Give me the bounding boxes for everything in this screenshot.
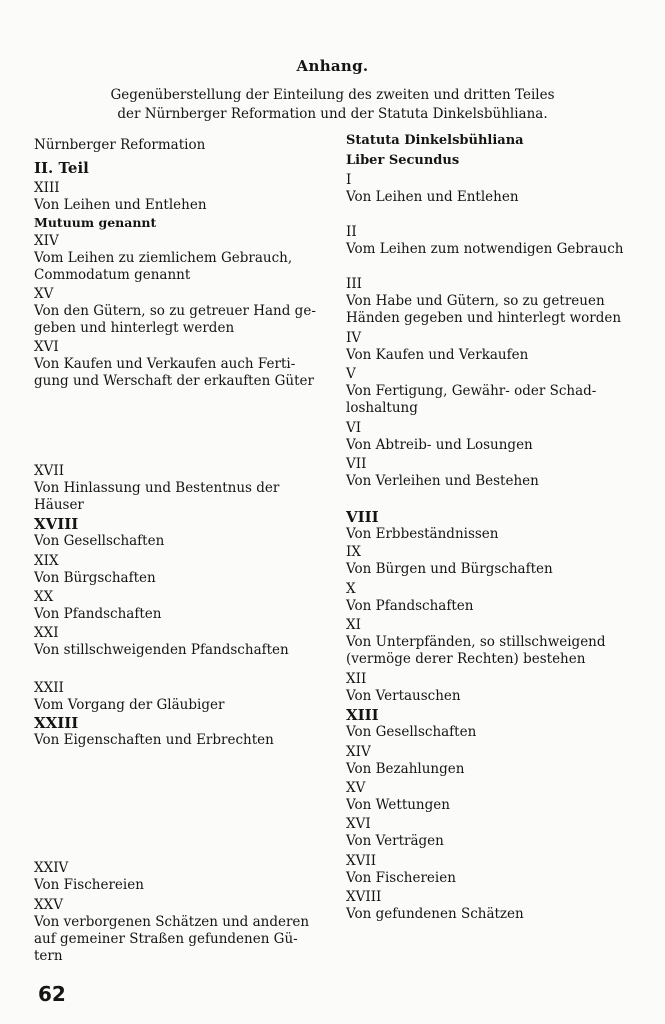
left-entry: XVII Von Hinlassung und Bestentnus der Häuser bbox=[34, 463, 280, 513]
page-title: Anhang. bbox=[296, 57, 369, 75]
right-entry: XV Von Wettungen bbox=[346, 780, 450, 813]
right-entry: V Von Fertigung, Gewähr- oder Schad- loshaltung bbox=[346, 366, 597, 416]
left-entry: XVIII Von Gesellschaften bbox=[34, 515, 165, 549]
left-column-heading: Nürnberger Reformation bbox=[34, 137, 206, 153]
right-entry: VI Von Abtreib- und Losungen bbox=[346, 420, 533, 453]
right-entry: II Vom Leihen zum notwendigen Gebrauch bbox=[346, 224, 624, 257]
subtitle-line: der Nürnberger Reformation und der Statuta Dinkelsbühliana. bbox=[117, 106, 548, 122]
left-entry: XXV Von verborgenen Schätzen und anderen auf gemeiner Straßen gefundenen Gü- tern bbox=[34, 897, 310, 964]
left-entry: XXI Von stillschweigenden Pfandschaften bbox=[34, 625, 289, 658]
right-part-label: Liber Secundus bbox=[346, 153, 460, 168]
subtitle-line: Gegenüberstellung der Einteilung des zweiten und dritten Teiles bbox=[110, 87, 555, 103]
right-entry: XIII Von Gesellschaften bbox=[346, 706, 477, 740]
left-entry: XVI Von Kaufen und Verkaufen auch Ferti- gung und Werschaft der erkauften Güter bbox=[34, 339, 314, 389]
left-entry: XV Von den Gütern, so zu getreuer Hand ge- geben und hinterlegt werden bbox=[34, 286, 316, 336]
left-entry: XXIV Von Fischereien bbox=[34, 860, 144, 893]
right-column-heading: Statuta Dinkelsbühliana bbox=[346, 133, 524, 148]
right-entry: IX Von Bürgen und Bürgschaften bbox=[346, 544, 553, 577]
right-entry: VIII Von Erbbeständnissen bbox=[346, 508, 499, 542]
page-number: 62 bbox=[38, 982, 66, 1006]
left-entry: XIV Vom Leihen zu ziemlichem Gebrauch, Commodatum genannt bbox=[34, 233, 293, 283]
left-entry: XXIII Von Eigenschaften und Erbrechten bbox=[34, 714, 274, 748]
left-part-label: II. Teil bbox=[34, 159, 89, 177]
right-entry: XVI Von Verträgen bbox=[346, 816, 444, 849]
left-entry: XIX Von Bürgschaften bbox=[34, 553, 156, 586]
right-entry: XVIII Von gefundenen Schätzen bbox=[346, 889, 524, 922]
right-entry: XVII Von Fischereien bbox=[346, 853, 456, 886]
right-entry: X Von Pfandschaften bbox=[346, 581, 474, 614]
right-entry: XI Von Unterpfänden, so stillschweigend (vermöge derer Rechten) bestehen bbox=[346, 617, 606, 667]
right-entry: I Von Leihen und Entlehen bbox=[346, 172, 519, 205]
right-entry: VII Von Verleihen und Bestehen bbox=[346, 456, 539, 489]
left-entry: XX Von Pfandschaften bbox=[34, 589, 162, 622]
right-entry: XIV Von Bezahlungen bbox=[346, 744, 465, 777]
right-entry: IV Von Kaufen und Verkaufen bbox=[346, 330, 529, 363]
left-entry: XIII Von Leihen und Entlehen Mutuum genannt bbox=[34, 180, 207, 230]
left-entry: XXII Vom Vorgang der Gläubiger bbox=[34, 680, 225, 713]
right-entry: XII Von Vertauschen bbox=[346, 671, 461, 704]
right-entry: III Von Habe und Gütern, so zu getreuen Händen gegeben und hinterlegt worden bbox=[346, 276, 622, 326]
page-subtitle bbox=[60, 86, 605, 124]
